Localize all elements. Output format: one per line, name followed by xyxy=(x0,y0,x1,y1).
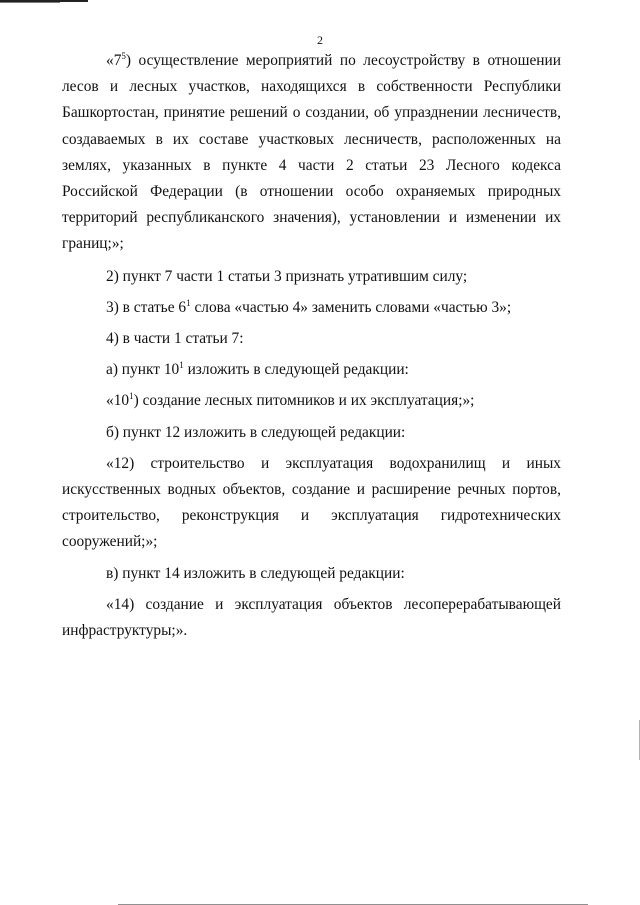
paragraph-text: а) пункт 10 xyxy=(106,361,180,379)
page-number: 2 xyxy=(317,33,323,47)
paragraph-text: ) осуществление мероприятий по лесоустройству в отношении лесов и лесных участков, находящихся в собственности Республики Башкортостан, принятие решений о создании, об упразднении лесничеств, создаваемых в их составе участковых лесничеств, расположенных на землях, указанных в пункте 4 части 2 статьи 23 Лесного кодекса Российской Федерации (в отношении особо охраняемых природных территорий республиканского значения), установлении и изменении их границ;»; xyxy=(62,52,561,253)
paragraph-item-10-1 xyxy=(62,388,561,414)
paragraph-text: 3) в статье 6 xyxy=(106,298,187,316)
paragraph-subitem-a xyxy=(62,357,561,383)
scan-edge-mark xyxy=(0,2,60,3)
paragraph-text: изложить в следующей редакции: xyxy=(183,361,409,379)
paragraph-subitem-b: б) пункт 12 изложить в следующей редакции: xyxy=(106,423,406,441)
superscript: 1 xyxy=(129,391,134,402)
paragraph-item-7-5 xyxy=(62,48,561,258)
paragraph-item-4: 4) в части 1 статьи 7: xyxy=(106,330,244,348)
paragraph-text: «10 xyxy=(106,392,130,410)
superscript: 1 xyxy=(179,360,184,371)
paragraph-item-14: «14) создание и эксплуатация объектов лесоперерабатывающей инфраструктуры;». xyxy=(62,595,561,640)
paragraph-item-3 xyxy=(62,295,561,321)
paragraph-item-2: 2) пункт 7 части 1 статьи 3 признать утратившим силу; xyxy=(106,267,468,285)
paragraph-text: ) создание лесных питомников и их эксплуатация;»; xyxy=(133,392,475,410)
superscript: 5 xyxy=(121,50,126,61)
paragraph-subitem-v: в) пункт 14 изложить в следующей редакции: xyxy=(106,564,405,582)
paragraph-text: слова «частью 4» заменить словами «частью 3»; xyxy=(190,298,512,316)
document-body xyxy=(62,48,561,644)
paragraph-item-12: «12) строительство и эксплуатация водохранилищ и иных искусственных водных объектов, создание и расширение речных портов, строительство, реконструкция и эксплуатация гидротехнических сооружений;»; xyxy=(62,454,561,551)
superscript: 1 xyxy=(186,297,191,308)
paragraph-text: «7 xyxy=(106,52,122,69)
